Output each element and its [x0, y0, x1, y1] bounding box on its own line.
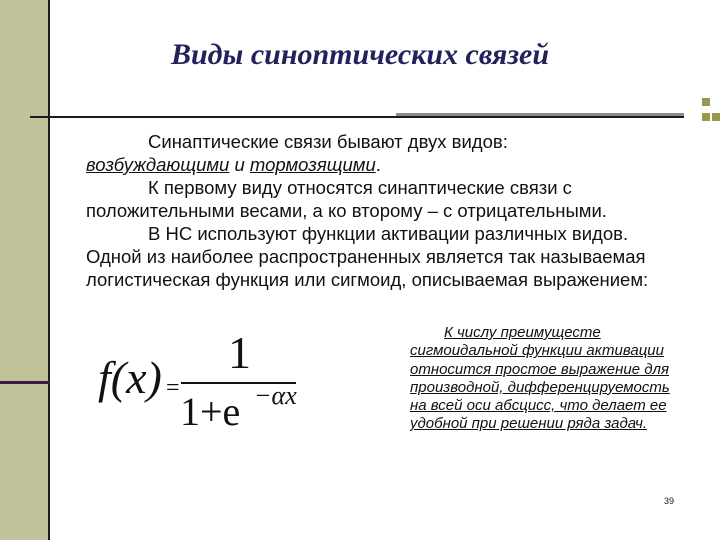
- formula-exponent: −αx: [254, 381, 297, 410]
- formula-graphic: [58, 298, 392, 463]
- side-note-line: сигмоидальной функции активации: [410, 342, 664, 360]
- side-note-line: К числу преимущесте: [444, 324, 601, 341]
- paragraph-2-line-2: положительными весами, а ко второму – с отрицательными.: [86, 200, 607, 221]
- formula-denominator-base: 1+e: [180, 389, 241, 434]
- left-decor-bar: [0, 0, 48, 540]
- term-inhibitory: тормозящими: [249, 154, 376, 175]
- page-number: 39: [664, 496, 675, 506]
- body-text: [86, 130, 706, 291]
- side-accent-rule: [0, 381, 50, 384]
- corner-marker: [702, 113, 710, 121]
- formula-numerator: 1: [228, 327, 251, 378]
- term-excitatory: возбуждающими: [86, 154, 230, 175]
- sigmoid-formula: [58, 298, 392, 463]
- side-note-line: на всей оси абсцисс, что делает ее: [410, 397, 667, 415]
- paragraph-1: [86, 130, 706, 153]
- conjunction: и: [229, 154, 250, 175]
- paragraph-3-line-3: логистическая функция или сигмоид, описываемая выражением:: [86, 269, 649, 290]
- paragraph-1-line-1: Синаптические связи бывают двух видов:: [148, 131, 508, 152]
- title-underline-rule: [30, 116, 684, 118]
- paragraph-3-line-2: Одной из наиболее распространенных является так называемая: [86, 246, 646, 267]
- side-note-line: удобной при решении ряда задач.: [410, 415, 648, 433]
- period: .: [375, 154, 381, 175]
- side-note-line: относится простое выражение для: [410, 360, 669, 378]
- paragraph-1-line-2: [86, 153, 706, 176]
- corner-marker: [712, 113, 720, 121]
- formula-lhs: f(x): [98, 352, 162, 403]
- side-note: [410, 324, 720, 434]
- corner-marker: [702, 98, 710, 106]
- paragraph-2-line-1: К первому виду относятся синаптические связи с: [148, 177, 572, 198]
- paragraph-3-line-1: В НС используют функции активации различных видов.: [148, 223, 629, 244]
- formula-equals: =: [166, 375, 180, 401]
- side-note-line: производной, дифференцируемость: [410, 378, 670, 396]
- slide-title: Виды синоптических связей: [170, 38, 550, 71]
